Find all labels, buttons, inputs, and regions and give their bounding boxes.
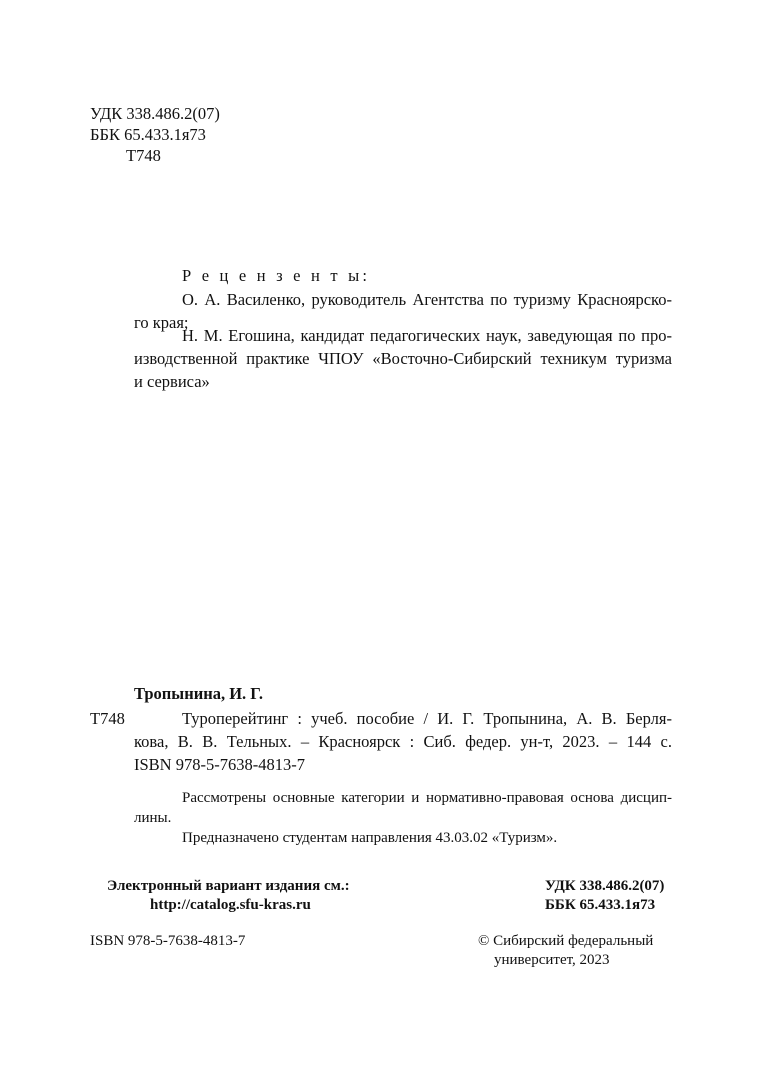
electronic-version-url[interactable]: http://catalog.sfu-kras.ru xyxy=(150,897,311,913)
electronic-version-label: Электронный вариант издания см.: xyxy=(107,878,350,894)
footer-udk-code: УДК 338.486.2(07) xyxy=(545,878,665,894)
copyright-line-1: © Сибирский федеральный xyxy=(478,933,654,949)
reviewers-heading: Р е ц е н з е н т ы: xyxy=(182,266,371,285)
udk-code: УДК 338.486.2(07) xyxy=(90,104,220,123)
annotation-line-1: Рассмотрены основные категории и нормативно-правовая основа дисцип- xyxy=(182,790,672,806)
reviewer-1-line-2: го края; xyxy=(134,313,189,332)
record-title-line-1: Туроперейтинг : учеб. пособие / И. Г. Тропынина, А. В. Берля- xyxy=(182,709,672,728)
record-isbn: ISBN 978-5-7638-4813-7 xyxy=(134,755,305,774)
reviewer-2-line-1: Н. М. Егошина, кандидат педагогических наук, заведующая по про- xyxy=(182,326,672,345)
author-mark: Т748 xyxy=(126,146,161,165)
copyright-line-2: университет, 2023 xyxy=(494,952,610,968)
record-title-line-2: кова, В. В. Тельных. – Красноярск : Сиб. федер. ун-т, 2023. – 144 с. xyxy=(134,732,672,751)
record-author-mark: Т748 xyxy=(90,709,125,728)
footer-isbn: ISBN 978-5-7638-4813-7 xyxy=(90,933,246,949)
record-author: Тропынина, И. Г. xyxy=(134,684,264,703)
bbk-code: ББК 65.433.1я73 xyxy=(90,125,206,144)
reviewer-1-line-1: О. А. Василенко, руководитель Агентства по туризму Красноярско- xyxy=(182,290,672,309)
reviewer-2-line-3: и сервиса» xyxy=(134,372,210,391)
reviewer-2-line-2: изводственной практике ЧПОУ «Восточно-Сибирский техникум туризма xyxy=(134,349,672,368)
annotation-line-2: лины. xyxy=(134,810,172,826)
footer-bbk-code: ББК 65.433.1я73 xyxy=(545,897,656,913)
annotation-line-3: Предназначено студентам направления 43.03.02 «Туризм». xyxy=(182,830,558,846)
